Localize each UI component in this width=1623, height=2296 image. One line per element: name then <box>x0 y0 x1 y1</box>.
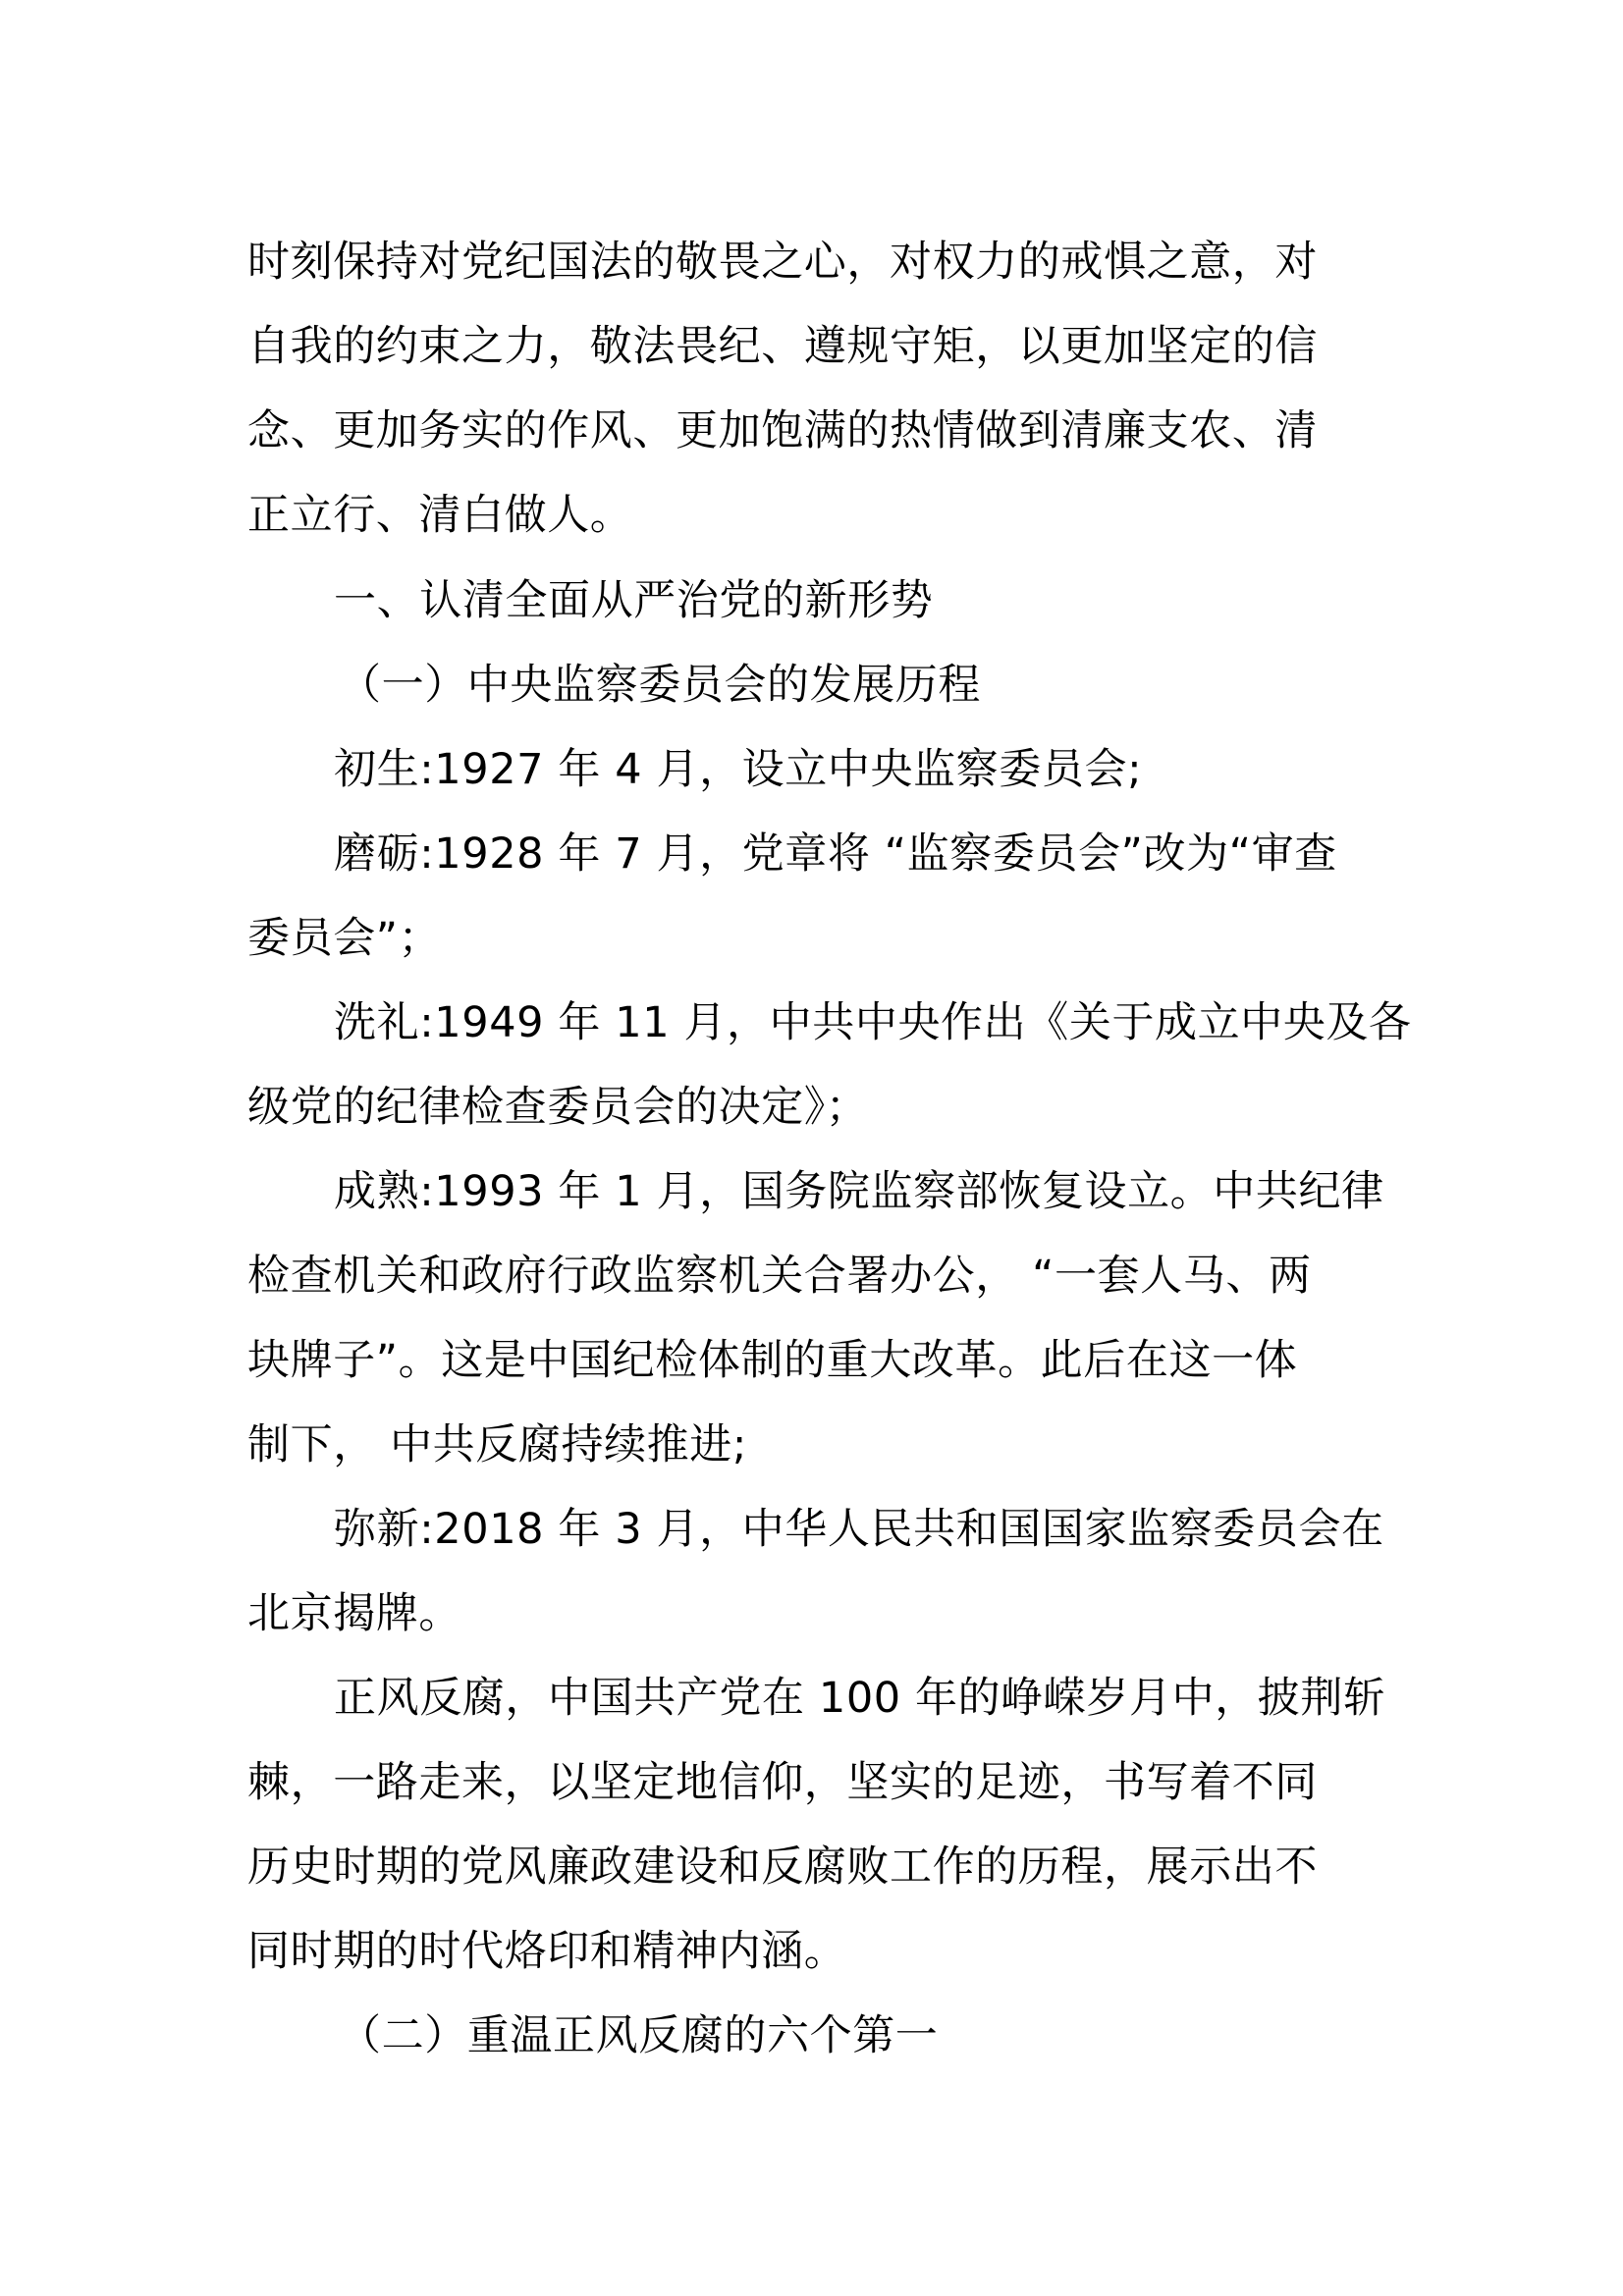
timeline-item-xili: 洗礼:1949 年 11 月，中共中央作出《关于成立中央及各 <box>334 998 1412 1047</box>
paragraph-line: 北京揭牌。 <box>247 1589 461 1638</box>
paragraph-line: 自我的约束之力，敬法畏纪、遵规守矩，以更加坚定的信 <box>247 322 1318 371</box>
paragraph-line: 正风反腐，中国共产党在 100 年的峥嵘岁月中，披荆斩 <box>334 1674 1386 1723</box>
timeline-item-chusheng: 初生:1927 年 4 月，设立中央监察委员会; <box>334 745 1143 794</box>
paragraph-line: 委员会”； <box>247 914 442 963</box>
subsection-heading-1: （一）中央监察委员会的发展历程 <box>339 661 981 710</box>
section-heading-1: 一、认清全面从严治党的新形势 <box>334 576 934 625</box>
paragraph-line: 级党的纪律检查委员会的决定》； <box>247 1083 869 1132</box>
paragraph-line: 念、更加务实的作风、更加饱满的热情做到清廉支农、清 <box>247 406 1318 455</box>
paragraph-line: 检查机关和政府行政监察机关合署办公， “一套人马、两 <box>247 1252 1312 1301</box>
paragraph-line: 正立行、清白做人。 <box>247 491 633 540</box>
paragraph-line: 棘，一路走来，以坚定地信仰，坚实的足迹，书写着不同 <box>247 1758 1318 1807</box>
paragraph-line: 历史时期的党风廉政建设和反腐败工作的历程，展示出不 <box>247 1842 1318 1892</box>
timeline-item-chengshu: 成熟:1993 年 1 月，国务院监察部恢复设立。中共纪律 <box>334 1167 1384 1216</box>
paragraph-line: 块牌子”。这是中国纪检体制的重大改革。此后在这一体 <box>247 1336 1298 1385</box>
timeline-item-mixin: 弥新:2018 年 3 月，中华人民共和国国家监察委员会在 <box>334 1505 1384 1554</box>
paragraph-line: 制下， 中共反腐持续推进; <box>247 1420 747 1469</box>
subsection-heading-2: （二）重温正风反腐的六个第一 <box>339 2011 939 2060</box>
timeline-item-moli: 磨砺:1928 年 7 月，党章将 “监察委员会”改为“审查 <box>334 829 1337 879</box>
paragraph-line: 时刻保持对党纪国法的敬畏之心，对权力的戒惧之意，对 <box>247 238 1318 287</box>
paragraph-line: 同时期的时代烙印和精神内涵。 <box>247 1927 847 1976</box>
